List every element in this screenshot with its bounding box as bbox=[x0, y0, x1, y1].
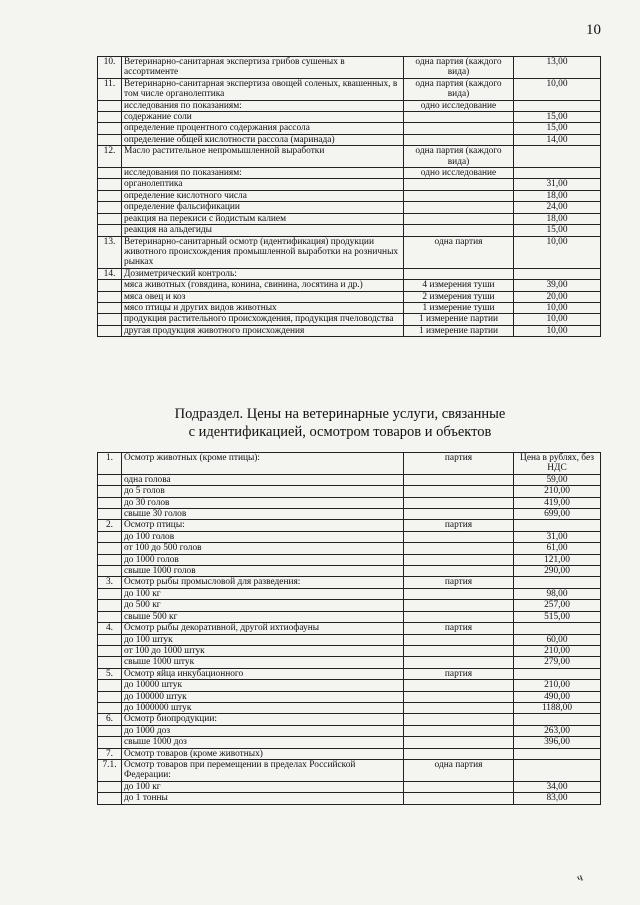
row-number bbox=[98, 123, 122, 134]
table-row bbox=[98, 588, 601, 599]
row-number bbox=[98, 543, 122, 554]
service-name: до 30 голов bbox=[122, 497, 404, 508]
row-number bbox=[98, 112, 122, 123]
price-cell: 59,00 bbox=[514, 474, 601, 485]
table-row bbox=[98, 146, 601, 168]
unit-cell bbox=[404, 134, 514, 145]
row-number bbox=[98, 179, 122, 190]
price-cell bbox=[514, 100, 601, 111]
service-name: Осмотр рыбы декоративной, другой ихтиофауны bbox=[122, 623, 404, 634]
unit-cell bbox=[404, 680, 514, 691]
table-row bbox=[98, 657, 601, 668]
table-row bbox=[98, 509, 601, 520]
table-row bbox=[98, 611, 601, 622]
unit-cell: партия bbox=[404, 520, 514, 531]
table-row bbox=[98, 577, 601, 588]
subsection-heading-line1: Подраздел. Цены на ветеринарные услуги, связанные bbox=[174, 406, 506, 422]
row-number: 7. bbox=[98, 748, 122, 759]
table-row bbox=[98, 202, 601, 213]
unit-cell bbox=[404, 112, 514, 123]
table-row bbox=[98, 57, 601, 79]
service-name: Осмотр яйца инкубационного bbox=[122, 668, 404, 679]
service-name: Осмотр товаров (кроме животных) bbox=[122, 748, 404, 759]
service-name: до 1000 голов bbox=[122, 554, 404, 565]
price-cell: 210,00 bbox=[514, 486, 601, 497]
row-number bbox=[98, 497, 122, 508]
row-number bbox=[98, 531, 122, 542]
row-number bbox=[98, 781, 122, 792]
table-row bbox=[98, 543, 601, 554]
unit-cell bbox=[404, 725, 514, 736]
service-name: до 100000 штук bbox=[122, 691, 404, 702]
row-number bbox=[98, 509, 122, 520]
row-number bbox=[98, 657, 122, 668]
service-name: до 1000 доз bbox=[122, 725, 404, 736]
service-name: мяса овец и коз bbox=[122, 291, 404, 302]
price-cell: 61,00 bbox=[514, 543, 601, 554]
price-cell: 10,00 bbox=[514, 325, 601, 336]
row-number: 11. bbox=[98, 78, 122, 100]
table-row bbox=[98, 737, 601, 748]
unit-cell: партия bbox=[404, 668, 514, 679]
price-cell bbox=[514, 268, 601, 279]
unit-cell: одна партия (каждого вида) bbox=[404, 78, 514, 100]
table-row bbox=[98, 781, 601, 792]
price-cell: 10,00 bbox=[514, 302, 601, 313]
service-name: свыше 1000 штук bbox=[122, 657, 404, 668]
table-row bbox=[98, 453, 601, 475]
service-name: Масло растительное непромышленной выработки bbox=[122, 146, 404, 168]
row-number bbox=[98, 737, 122, 748]
table-row bbox=[98, 213, 601, 224]
unit-cell bbox=[404, 268, 514, 279]
unit-cell: партия bbox=[404, 577, 514, 588]
unit-cell: одна партия (каждого вида) bbox=[404, 146, 514, 168]
service-name: Дозиметрический контроль: bbox=[122, 268, 404, 279]
table-row bbox=[98, 645, 601, 656]
service-name: другая продукция животного происхождения bbox=[122, 325, 404, 336]
table-row bbox=[98, 314, 601, 325]
service-name: определение общей кислотности рассола (маринада) bbox=[122, 134, 404, 145]
services-table-top bbox=[97, 56, 601, 337]
service-name: исследования по показаниям: bbox=[122, 100, 404, 111]
unit-cell bbox=[404, 543, 514, 554]
price-cell: 290,00 bbox=[514, 566, 601, 577]
table-row bbox=[98, 78, 601, 100]
service-name: Ветеринарно-санитарный осмотр (идентификация) продукции животного происхождения промышленной выработки на розничных рынках bbox=[122, 236, 404, 268]
table-row bbox=[98, 793, 601, 804]
price-cell: 34,00 bbox=[514, 781, 601, 792]
price-cell: 14,00 bbox=[514, 134, 601, 145]
service-name: Ветеринарно-санитарная экспертиза овощей соленых, квашенных, в том числе органолептика bbox=[122, 78, 404, 100]
page-number: 10 bbox=[586, 22, 601, 38]
row-number: 2. bbox=[98, 520, 122, 531]
price-cell: 515,00 bbox=[514, 611, 601, 622]
service-name: до 5 голов bbox=[122, 486, 404, 497]
table-row bbox=[98, 714, 601, 725]
table-row bbox=[98, 179, 601, 190]
price-cell bbox=[514, 168, 601, 179]
price-cell: 10,00 bbox=[514, 314, 601, 325]
row-number bbox=[98, 588, 122, 599]
unit-cell bbox=[404, 190, 514, 201]
unit-cell bbox=[404, 123, 514, 134]
price-cell bbox=[514, 520, 601, 531]
unit-cell bbox=[404, 474, 514, 485]
row-number bbox=[98, 725, 122, 736]
unit-cell: одно исследование bbox=[404, 168, 514, 179]
subsection-heading-line2: с идентификацией, осмотром товаров и объектов bbox=[188, 424, 492, 440]
row-number bbox=[98, 645, 122, 656]
row-number bbox=[98, 680, 122, 691]
table-row bbox=[98, 474, 601, 485]
price-cell: 279,00 bbox=[514, 657, 601, 668]
table-row bbox=[98, 759, 601, 781]
price-cell: 121,00 bbox=[514, 554, 601, 565]
unit-cell bbox=[404, 714, 514, 725]
table-row bbox=[98, 225, 601, 236]
unit-cell bbox=[404, 497, 514, 508]
price-cell: 98,00 bbox=[514, 588, 601, 599]
unit-cell: партия bbox=[404, 623, 514, 634]
price-cell: 39,00 bbox=[514, 280, 601, 291]
price-cell: 15,00 bbox=[514, 112, 601, 123]
unit-cell bbox=[404, 213, 514, 224]
row-number bbox=[98, 190, 122, 201]
price-cell: 13,00 bbox=[514, 57, 601, 79]
services-table-identification bbox=[97, 452, 601, 805]
table-row bbox=[98, 725, 601, 736]
row-number bbox=[98, 202, 122, 213]
unit-cell bbox=[404, 225, 514, 236]
table-row bbox=[98, 668, 601, 679]
table-row bbox=[98, 302, 601, 313]
price-cell: 10,00 bbox=[514, 78, 601, 100]
price-cell bbox=[514, 623, 601, 634]
unit-cell bbox=[404, 737, 514, 748]
row-number bbox=[98, 702, 122, 713]
row-number: 14. bbox=[98, 268, 122, 279]
price-cell: 396,00 bbox=[514, 737, 601, 748]
price-cell: 18,00 bbox=[514, 190, 601, 201]
service-name: до 1 тонны bbox=[122, 793, 404, 804]
unit-cell: 1 измерение партии bbox=[404, 314, 514, 325]
service-name: Ветеринарно-санитарная экспертиза грибов сушеных в ассортименте bbox=[122, 57, 404, 79]
service-name: определение фальсификации bbox=[122, 202, 404, 213]
unit-cell bbox=[404, 202, 514, 213]
table-row bbox=[98, 634, 601, 645]
service-name: свыше 30 голов bbox=[122, 509, 404, 520]
row-number bbox=[98, 280, 122, 291]
unit-cell bbox=[404, 179, 514, 190]
table-row bbox=[98, 123, 601, 134]
service-name: Осмотр биопродукции: bbox=[122, 714, 404, 725]
service-name: определение процентного содержания рассола bbox=[122, 123, 404, 134]
price-cell bbox=[514, 668, 601, 679]
table-row bbox=[98, 748, 601, 759]
table-row bbox=[98, 680, 601, 691]
unit-cell bbox=[404, 691, 514, 702]
service-name: до 1000000 штук bbox=[122, 702, 404, 713]
table-row bbox=[98, 600, 601, 611]
table-row bbox=[98, 486, 601, 497]
unit-cell: 4 измерения туши bbox=[404, 280, 514, 291]
row-number bbox=[98, 600, 122, 611]
service-name: Осмотр товаров при перемещении в пределах Российской Федерации: bbox=[122, 759, 404, 781]
table-row bbox=[98, 566, 601, 577]
table-row bbox=[98, 236, 601, 268]
price-cell: 1188,00 bbox=[514, 702, 601, 713]
row-number bbox=[98, 611, 122, 622]
service-name: до 100 кг bbox=[122, 588, 404, 599]
unit-cell bbox=[404, 793, 514, 804]
table-row bbox=[98, 268, 601, 279]
service-name: мясо птицы и других видов животных bbox=[122, 302, 404, 313]
service-name: органолептика bbox=[122, 179, 404, 190]
unit-cell bbox=[404, 657, 514, 668]
service-name: одна голова bbox=[122, 474, 404, 485]
unit-cell bbox=[404, 509, 514, 520]
unit-cell: одна партия bbox=[404, 236, 514, 268]
service-name: до 100 голов bbox=[122, 531, 404, 542]
unit-cell bbox=[404, 634, 514, 645]
table-row bbox=[98, 497, 601, 508]
service-name: до 10000 штук bbox=[122, 680, 404, 691]
row-number bbox=[98, 225, 122, 236]
service-name: свыше 1000 голов bbox=[122, 566, 404, 577]
corner-mark: ч bbox=[575, 871, 585, 885]
table-row bbox=[98, 134, 601, 145]
price-cell: 210,00 bbox=[514, 680, 601, 691]
service-name: до 100 кг bbox=[122, 781, 404, 792]
price-cell: 31,00 bbox=[514, 179, 601, 190]
service-name: реакция на перекиси с йодистым калием bbox=[122, 213, 404, 224]
price-cell: 15,00 bbox=[514, 123, 601, 134]
price-cell: 490,00 bbox=[514, 691, 601, 702]
row-number bbox=[98, 168, 122, 179]
service-name: мяса животных (говядина, конина, свинина, лосятина и др.) bbox=[122, 280, 404, 291]
table-row bbox=[98, 291, 601, 302]
price-cell bbox=[514, 146, 601, 168]
table-row bbox=[98, 702, 601, 713]
table-row bbox=[98, 520, 601, 531]
price-cell bbox=[514, 577, 601, 588]
row-number bbox=[98, 134, 122, 145]
unit-cell bbox=[404, 781, 514, 792]
row-number bbox=[98, 325, 122, 336]
row-number bbox=[98, 100, 122, 111]
service-name: свыше 500 кг bbox=[122, 611, 404, 622]
table-row bbox=[98, 623, 601, 634]
unit-cell bbox=[404, 611, 514, 622]
service-name: Осмотр животных (кроме птицы): bbox=[122, 453, 404, 475]
row-number bbox=[98, 314, 122, 325]
table-row bbox=[98, 100, 601, 111]
price-cell: 31,00 bbox=[514, 531, 601, 542]
row-number: 5. bbox=[98, 668, 122, 679]
unit-cell bbox=[404, 566, 514, 577]
row-number: 7.1. bbox=[98, 759, 122, 781]
row-number bbox=[98, 474, 122, 485]
unit-cell bbox=[404, 588, 514, 599]
row-number: 12. bbox=[98, 146, 122, 168]
unit-cell: 1 измерение туши bbox=[404, 302, 514, 313]
unit-cell bbox=[404, 702, 514, 713]
unit-cell: одна партия (каждого вида) bbox=[404, 57, 514, 79]
table-row bbox=[98, 325, 601, 336]
unit-cell: одна партия bbox=[404, 759, 514, 781]
row-number: 4. bbox=[98, 623, 122, 634]
table-row bbox=[98, 554, 601, 565]
unit-cell bbox=[404, 486, 514, 497]
service-name: реакция на альдегиды bbox=[122, 225, 404, 236]
price-cell bbox=[514, 748, 601, 759]
row-number bbox=[98, 291, 122, 302]
price-cell: 263,00 bbox=[514, 725, 601, 736]
row-number bbox=[98, 793, 122, 804]
price-cell: 10,00 bbox=[514, 236, 601, 268]
price-cell: 24,00 bbox=[514, 202, 601, 213]
service-name: продукция растительного происхождения, продукция пчеловодства bbox=[122, 314, 404, 325]
table-row bbox=[98, 168, 601, 179]
table-row bbox=[98, 691, 601, 702]
row-number bbox=[98, 566, 122, 577]
price-cell bbox=[514, 714, 601, 725]
price-cell: 60,00 bbox=[514, 634, 601, 645]
price-cell: 699,00 bbox=[514, 509, 601, 520]
service-name: до 500 кг bbox=[122, 600, 404, 611]
row-number: 6. bbox=[98, 714, 122, 725]
unit-cell bbox=[404, 600, 514, 611]
row-number: 1. bbox=[98, 453, 122, 475]
price-cell: 83,00 bbox=[514, 793, 601, 804]
subsection-heading bbox=[120, 405, 560, 441]
service-name: Осмотр птицы: bbox=[122, 520, 404, 531]
unit-cell bbox=[404, 645, 514, 656]
price-cell: 20,00 bbox=[514, 291, 601, 302]
price-cell: 210,00 bbox=[514, 645, 601, 656]
unit-cell: 2 измерения туши bbox=[404, 291, 514, 302]
row-number bbox=[98, 302, 122, 313]
service-name: определение кислотного числа bbox=[122, 190, 404, 201]
row-number bbox=[98, 213, 122, 224]
price-cell: 15,00 bbox=[514, 225, 601, 236]
table-row bbox=[98, 280, 601, 291]
service-name: исследования по показаниям: bbox=[122, 168, 404, 179]
service-name: содержание соли bbox=[122, 112, 404, 123]
table-row bbox=[98, 112, 601, 123]
price-cell: 419,00 bbox=[514, 497, 601, 508]
table-row bbox=[98, 531, 601, 542]
row-number bbox=[98, 634, 122, 645]
row-number: 10. bbox=[98, 57, 122, 79]
service-name: свыше 1000 доз bbox=[122, 737, 404, 748]
unit-cell: партия bbox=[404, 453, 514, 475]
service-name: от 100 до 1000 штук bbox=[122, 645, 404, 656]
row-number bbox=[98, 554, 122, 565]
price-cell: 18,00 bbox=[514, 213, 601, 224]
price-cell bbox=[514, 759, 601, 781]
unit-cell bbox=[404, 554, 514, 565]
row-number: 13. bbox=[98, 236, 122, 268]
service-name: Осмотр рыбы промысловой для разведения: bbox=[122, 577, 404, 588]
price-cell: 257,00 bbox=[514, 600, 601, 611]
unit-cell: одно исследование bbox=[404, 100, 514, 111]
unit-cell bbox=[404, 748, 514, 759]
service-name: до 100 штук bbox=[122, 634, 404, 645]
row-number bbox=[98, 691, 122, 702]
table-row bbox=[98, 190, 601, 201]
row-number bbox=[98, 486, 122, 497]
service-name: от 100 до 500 голов bbox=[122, 543, 404, 554]
row-number: 3. bbox=[98, 577, 122, 588]
unit-cell: 1 измерение партии bbox=[404, 325, 514, 336]
unit-cell bbox=[404, 531, 514, 542]
price-cell: Цена в рублях, без НДС bbox=[514, 453, 601, 475]
